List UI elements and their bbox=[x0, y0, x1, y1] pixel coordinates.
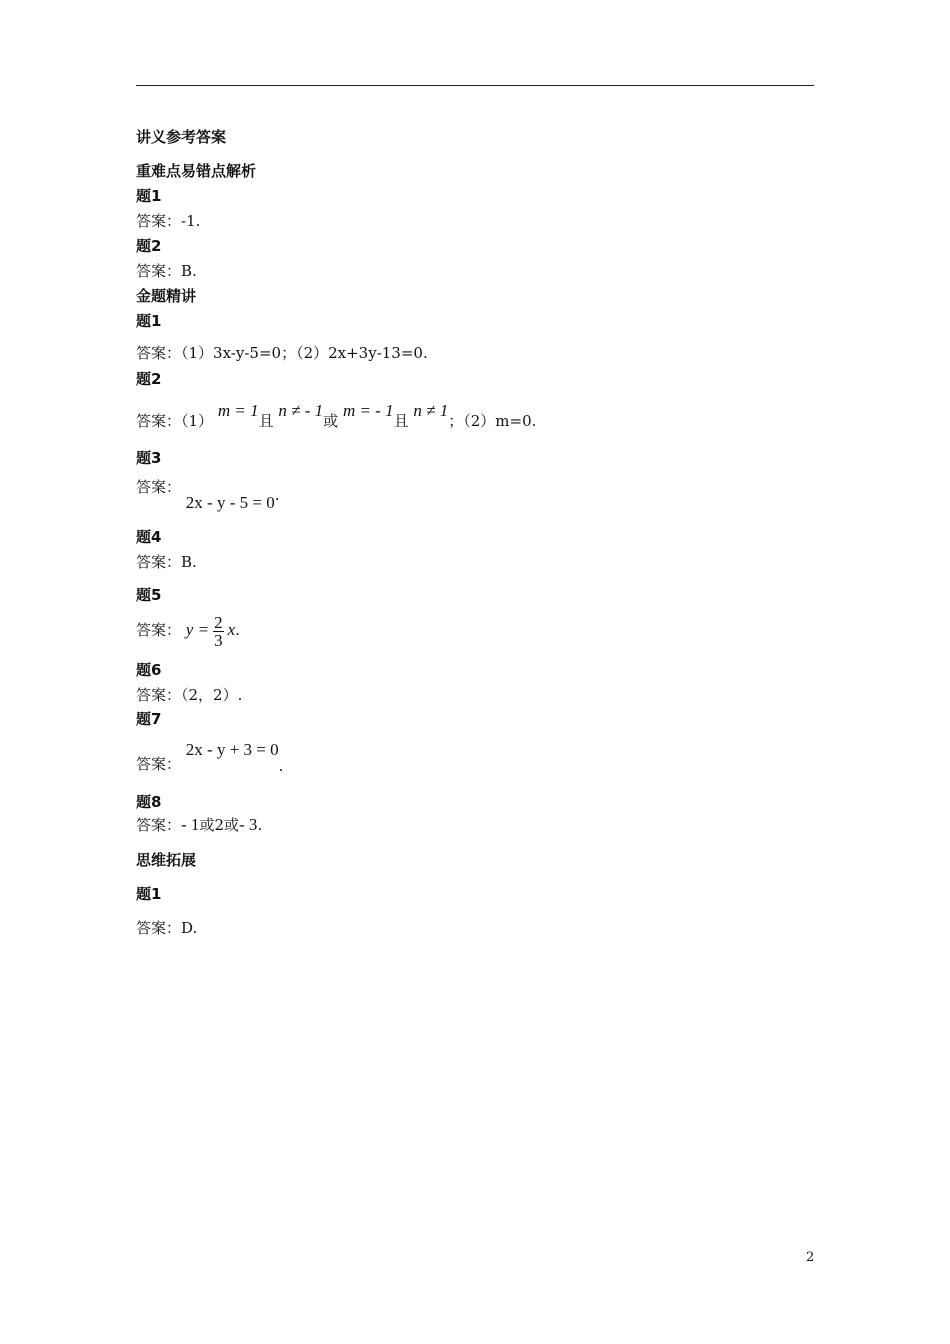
answer-line bbox=[136, 343, 428, 363]
answer-line bbox=[136, 606, 240, 654]
section-heading-thinking-extension: 思维拓展 bbox=[136, 851, 197, 869]
answer-prefix: 答案： bbox=[136, 412, 182, 430]
section-heading-difficult-points: 重难点易错点解析 bbox=[136, 162, 257, 180]
answer-text: （1）3x-y-5=0；（2）2x+3y-13=0. bbox=[181, 344, 428, 362]
answer-prefix: 答案： bbox=[136, 478, 182, 496]
conjunction-or: 或 bbox=[199, 816, 215, 834]
question-label: 题1 bbox=[136, 885, 162, 903]
math-condition: n ≠ - 1 bbox=[278, 401, 324, 420]
answer-text: 答案：D. bbox=[136, 919, 198, 937]
question-label: 题5 bbox=[136, 586, 162, 604]
answer-part-label: （1） bbox=[181, 412, 214, 430]
answer-line bbox=[136, 477, 280, 513]
answer-end: . bbox=[274, 486, 280, 504]
question-label: 题7 bbox=[136, 710, 162, 728]
fraction bbox=[213, 614, 224, 649]
answer-prefix: 答案： bbox=[136, 755, 182, 773]
answer-part-two: ；（2）m=0. bbox=[448, 412, 537, 430]
math-value: - 1 bbox=[181, 815, 200, 834]
answer-prefix: 答案： bbox=[136, 816, 182, 834]
page-title: 讲义参考答案 bbox=[136, 128, 227, 146]
conjunction-or: 或 bbox=[323, 412, 339, 430]
math-condition: m = 1 bbox=[217, 401, 259, 420]
question-label: 题2 bbox=[136, 370, 162, 388]
question-label: 题2 bbox=[136, 237, 162, 255]
question-label: 题4 bbox=[136, 528, 162, 546]
question-label: 题1 bbox=[136, 312, 162, 330]
answer-prefix: 答案： bbox=[136, 621, 182, 639]
fraction-numerator: 2 bbox=[214, 612, 223, 632]
conjunction-and: 且 bbox=[258, 412, 274, 430]
answer-line bbox=[136, 738, 283, 774]
answer-end: . bbox=[235, 621, 240, 639]
math-condition: m = - 1 bbox=[342, 401, 394, 420]
conjunction-and: 且 bbox=[393, 412, 409, 430]
section-heading-golden-questions: 金题精讲 bbox=[136, 287, 197, 305]
math-lhs: y = bbox=[185, 620, 210, 639]
answer-end: . bbox=[257, 816, 263, 834]
math-condition: n ≠ 1 bbox=[413, 401, 449, 420]
question-label: 题3 bbox=[136, 449, 162, 467]
answer-line bbox=[136, 401, 537, 434]
answer-prefix: 答案： bbox=[136, 344, 182, 362]
conjunction-or: 或 bbox=[224, 816, 240, 834]
question-label: 题1 bbox=[136, 187, 162, 205]
math-rhs: x bbox=[227, 620, 236, 639]
answer-text: 答案：B. bbox=[136, 553, 197, 571]
math-value: - 3 bbox=[239, 815, 258, 834]
answer-line bbox=[136, 815, 262, 835]
answer-text: 答案：（2，2）. bbox=[136, 686, 243, 704]
answer-text: 答案：B. bbox=[136, 262, 197, 280]
answer-text: 答案：-1. bbox=[136, 212, 201, 230]
fraction-denominator: 3 bbox=[214, 630, 223, 650]
question-label: 题6 bbox=[136, 661, 162, 679]
math-equation: 2x - y + 3 = 0 bbox=[185, 740, 279, 759]
page-number: 2 bbox=[806, 1250, 815, 1265]
answer-end: . bbox=[278, 757, 284, 775]
math-value: 2 bbox=[214, 816, 224, 834]
math-equation: 2x - y - 5 = 0 bbox=[185, 493, 275, 512]
header-rule bbox=[136, 85, 814, 86]
question-label: 题8 bbox=[136, 793, 162, 811]
